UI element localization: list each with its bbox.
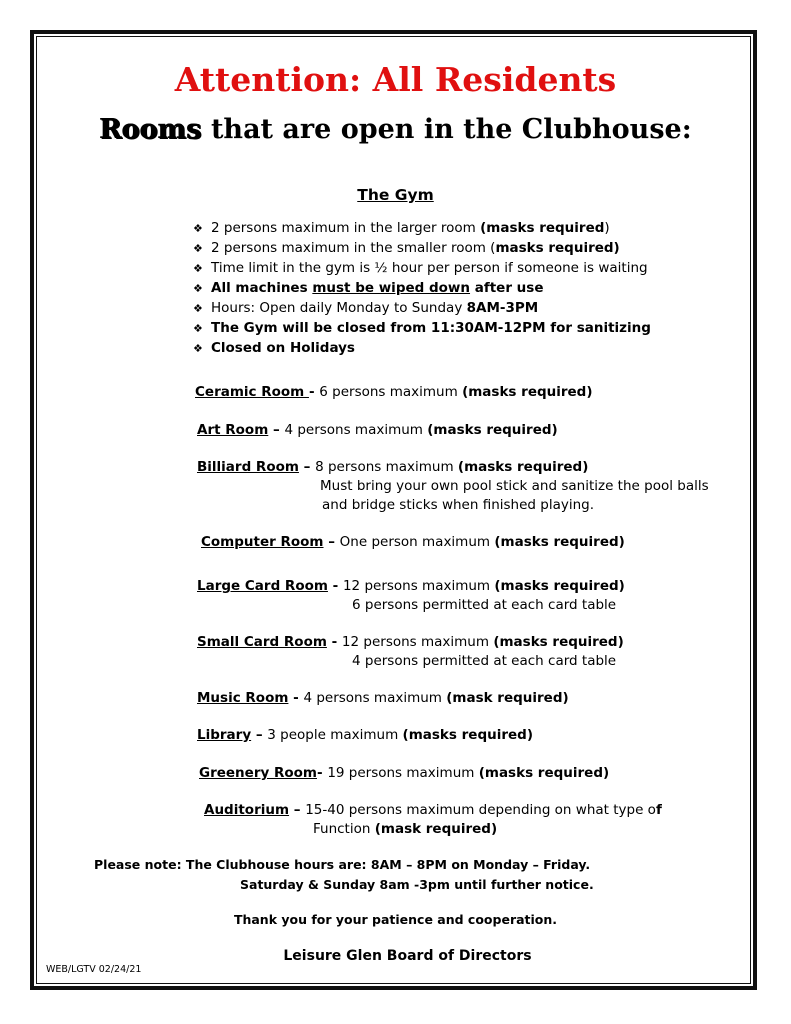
notice-title: Attention: All Residents (174, 60, 617, 99)
diamond-bullet-icon: ❖ (193, 302, 203, 315)
document-code: WEB/LGTV 02/24/21 (46, 964, 142, 975)
gym-rule: ❖ Closed on Holidays (193, 340, 355, 356)
room-entry-ceramic: Ceramic Room - 6 persons maximum (masks required) (195, 384, 593, 400)
diamond-bullet-icon: ❖ (193, 322, 203, 335)
room-entry-computer: Computer Room – One person maximum (masks required) (201, 534, 625, 550)
room-entry-art: Art Room – 4 persons maximum (masks required) (197, 422, 558, 438)
diamond-bullet-icon: ❖ (193, 262, 203, 275)
gym-rule: ❖ 2 persons maximum in the larger room (masks required) (193, 220, 610, 236)
subtitle-rest: that are open in the Clubhouse: (201, 114, 692, 145)
room-note: Must bring your own pool stick and sanitize the pool balls (320, 478, 709, 494)
gym-rule: ❖ 2 persons maximum in the smaller room (masks required) (193, 240, 620, 256)
room-note: 4 persons permitted at each card table (352, 653, 617, 669)
room-note: and bridge sticks when finished playing. (322, 497, 595, 513)
gym-rule: ❖ All machines must be wiped down after use (193, 280, 544, 296)
room-entry-small-card: Small Card Room - 12 persons maximum (masks required) (197, 634, 624, 650)
subtitle-rooms-word: Rooms (99, 114, 202, 145)
room-entry-music: Music Room - 4 persons maximum (mask required) (197, 690, 569, 706)
diamond-bullet-icon: ❖ (193, 282, 203, 295)
gym-rule: ❖ Hours: Open daily Monday to Sunday 8AM-3PM (193, 300, 539, 316)
gym-heading: The Gym (357, 186, 434, 204)
room-note: 6 persons permitted at each card table (352, 597, 617, 613)
diamond-bullet-icon: ❖ (193, 342, 203, 355)
room-entry-auditorium: Auditorium – 15-40 persons maximum depending on what type of (204, 802, 662, 818)
hours-note-line1: Please note: The Clubhouse hours are: 8AM – 8PM on Monday – Friday. (94, 857, 591, 872)
signature: Leisure Glen Board of Directors (283, 948, 532, 964)
hours-note-line2: Saturday & Sunday 8am -3pm until further notice. (240, 877, 594, 892)
notice-subtitle (0, 114, 791, 145)
diamond-bullet-icon: ❖ (193, 222, 203, 235)
gym-rule: ❖ Time limit in the gym is ½ hour per person if someone is waiting (193, 260, 648, 276)
diamond-bullet-icon: ❖ (193, 242, 203, 255)
room-entry-library: Library – 3 people maximum (masks required) (197, 727, 533, 743)
room-entry-large-card: Large Card Room - 12 persons maximum (masks required) (197, 578, 625, 594)
thanks-line: Thank you for your patience and cooperation. (233, 912, 558, 927)
gym-rule: ❖ The Gym will be closed from 11:30AM-12PM for sanitizing (193, 320, 651, 336)
room-entry-greenery: Greenery Room- 19 persons maximum (masks required) (199, 765, 610, 781)
room-note: Function (mask required) (313, 821, 498, 837)
room-entry-billiard: Billiard Room – 8 persons maximum (masks required) (197, 459, 589, 475)
